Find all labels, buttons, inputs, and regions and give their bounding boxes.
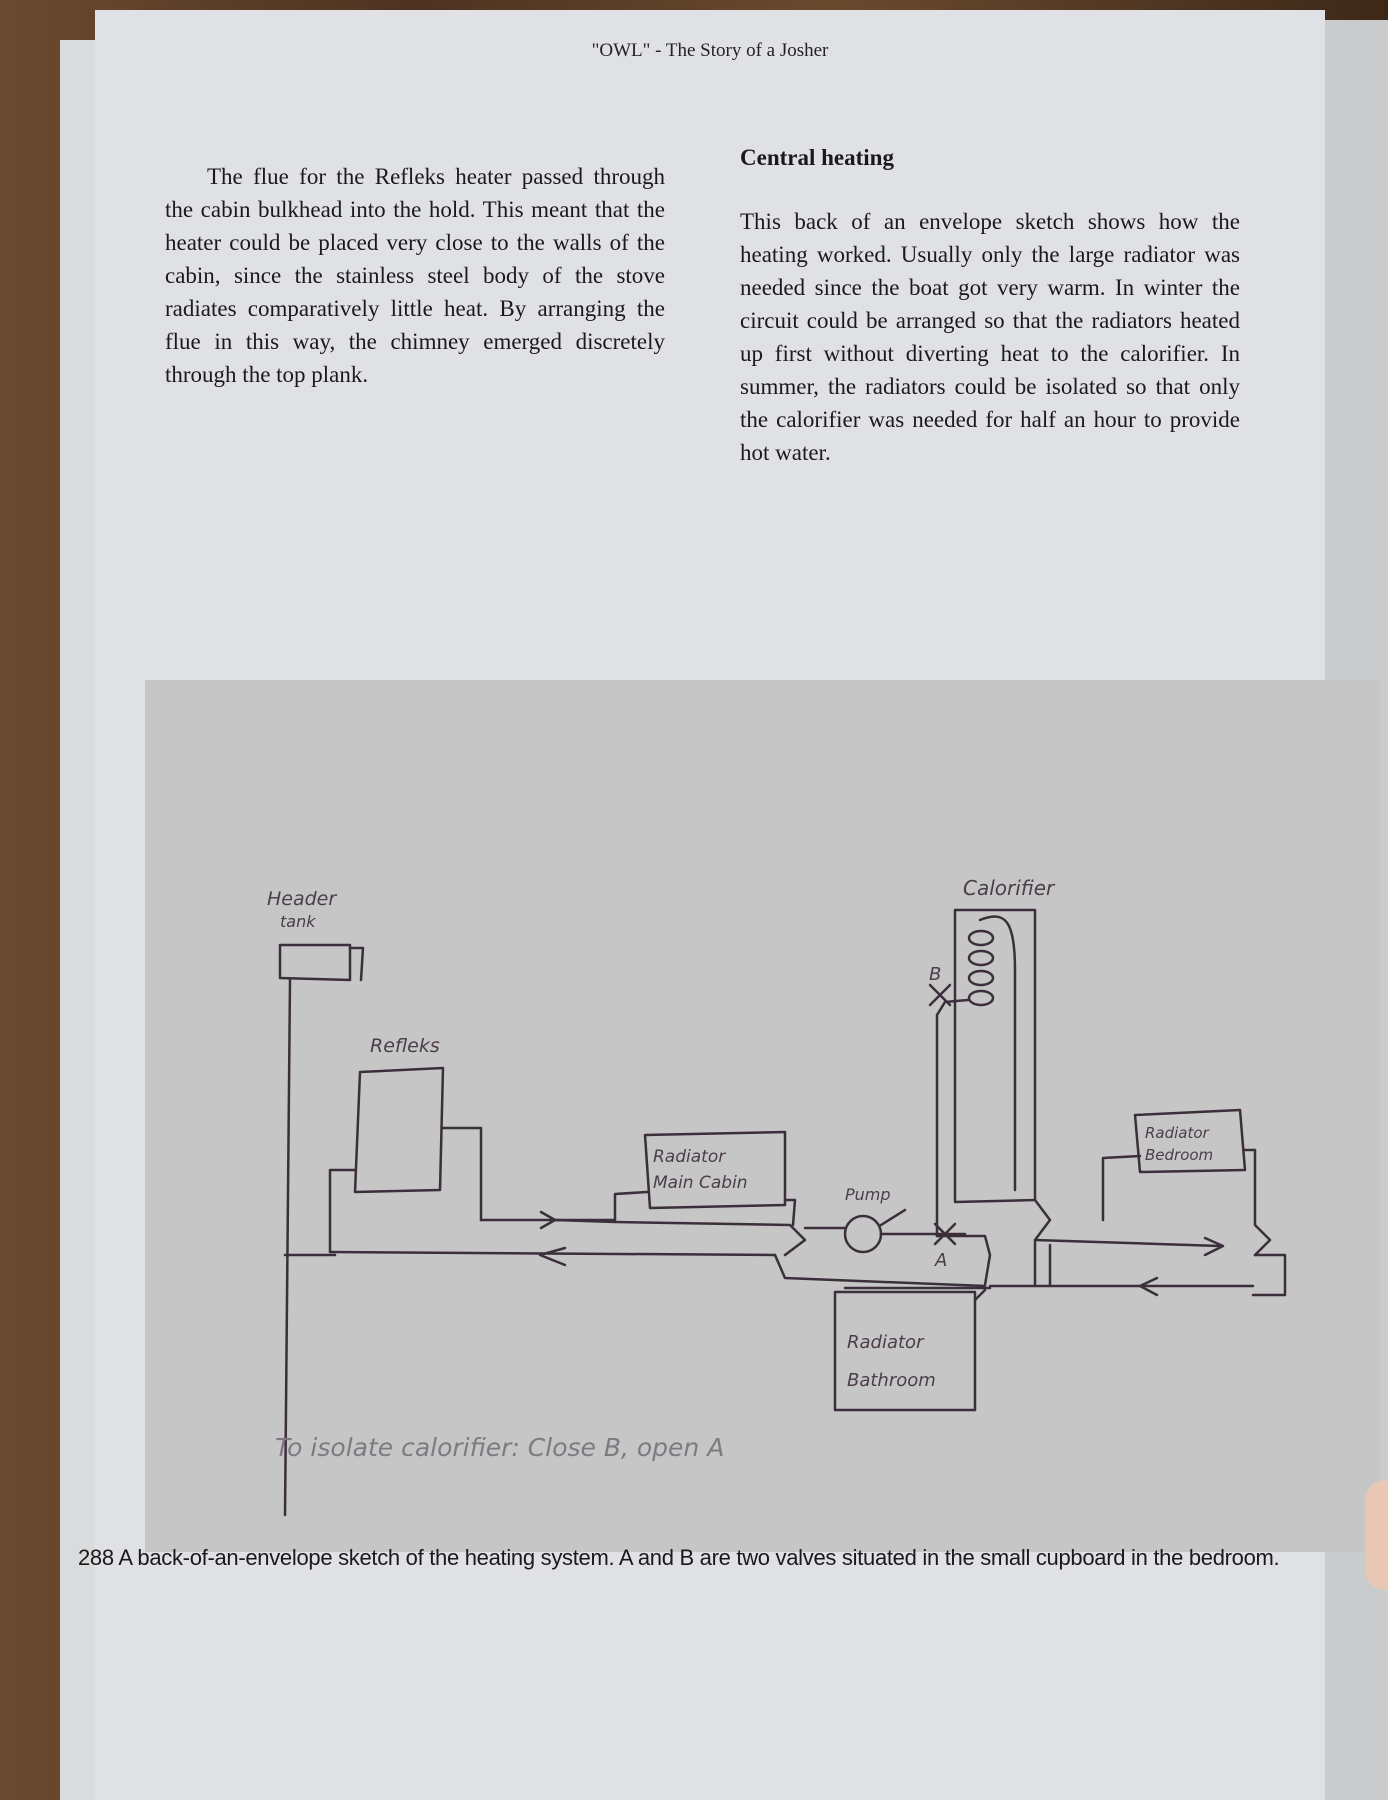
label-radiator-bathroom-1: Radiator <box>847 1332 924 1353</box>
flow-pipe-3 <box>615 1222 805 1255</box>
label-radiator-main-2: Main Cabin <box>653 1173 748 1193</box>
coil-loop-2 <box>969 951 993 965</box>
header-tank-outlet <box>350 948 363 980</box>
label-valve-a: A <box>935 1250 948 1271</box>
label-radiator-bedroom-2: Bedroom <box>1145 1146 1214 1164</box>
heating-sketch <box>145 680 1380 1552</box>
valve-b-mark <box>930 985 950 1005</box>
radiator-main-outlet <box>785 1200 795 1225</box>
figure-caption <box>78 1545 1378 1571</box>
section-heading: Central heating <box>740 145 894 170</box>
caption-text: A back-of-an-envelope sketch of the heating system. A and B are two valves situated in the small cupboard in the bedroom. <box>118 1545 1280 1570</box>
caption-number: 288 <box>78 1545 114 1570</box>
right-column <box>740 145 1240 469</box>
label-pump: Pump <box>845 1185 891 1204</box>
stove-return-pipe <box>330 1170 355 1252</box>
left-paragraph: The flue for the Refleks heater passed through the cabin bulkhead into the hold. This meant that the heater could be placed very close to the walls of the cabin, since the stainless steel body of the stove radiates comparatively little heat. By arranging the flue in this way, the chimney emerged discretely through the top plank. <box>165 164 665 387</box>
running-head: "OWL" - The Story of a Josher <box>591 40 829 61</box>
return-end-loop <box>1253 1255 1285 1295</box>
label-header-tank-1: Header <box>267 888 337 910</box>
label-refleks: Refleks <box>370 1035 440 1057</box>
coil-loop-3 <box>969 971 993 985</box>
book-page <box>95 10 1325 1800</box>
refleks-stove-shape <box>355 1068 443 1192</box>
return-arrow-1 <box>540 1248 565 1265</box>
calorifier-coil-return <box>980 917 1015 1190</box>
radiator-main-inlet <box>555 1192 647 1220</box>
pump-circle <box>845 1216 881 1252</box>
isolate-calorifier-note: To isolate calorifier: Close B, open A <box>275 1433 725 1462</box>
stove-flow-pipe <box>443 1128 481 1220</box>
label-calorifier: Calorifier <box>963 876 1055 900</box>
thumb <box>1365 1480 1388 1590</box>
label-radiator-bedroom-1: Radiator <box>1145 1124 1209 1142</box>
coil-loop-1 <box>969 931 993 945</box>
radiator-bed-inlet <box>1103 1156 1140 1220</box>
flow-pipe-6 <box>1035 1240 1220 1246</box>
return-pipe-2 <box>775 1255 985 1286</box>
header-tank-shape <box>280 945 350 980</box>
radiator-bed-outlet <box>1245 1150 1270 1255</box>
pump-mark <box>881 1210 905 1225</box>
label-valve-b: B <box>929 964 942 985</box>
bath-outlet <box>975 1290 985 1300</box>
label-radiator-main-1: Radiator <box>653 1147 726 1167</box>
left-column <box>165 160 665 391</box>
heating-sketch-figure <box>145 680 1380 1552</box>
radiator-main-cabin-shape <box>645 1132 785 1208</box>
calorifier-outlet <box>1035 1200 1050 1285</box>
label-header-tank-2: tank <box>280 912 316 931</box>
label-radiator-bathroom-2: Bathroom <box>847 1370 936 1391</box>
calorifier-shape <box>955 910 1035 1202</box>
right-paragraph: This back of an envelope sketch shows how the heating worked. Usually only the large radiator was needed since the boat got very warm. In winter the circuit could be arranged so that the radiators heated up first without diverting heat to the calorifier. In summer, the radiators could be isolated so that only the calorifier was needed for half an hour to provide hot water. <box>740 209 1240 465</box>
coil-loop-4 <box>969 991 993 1005</box>
